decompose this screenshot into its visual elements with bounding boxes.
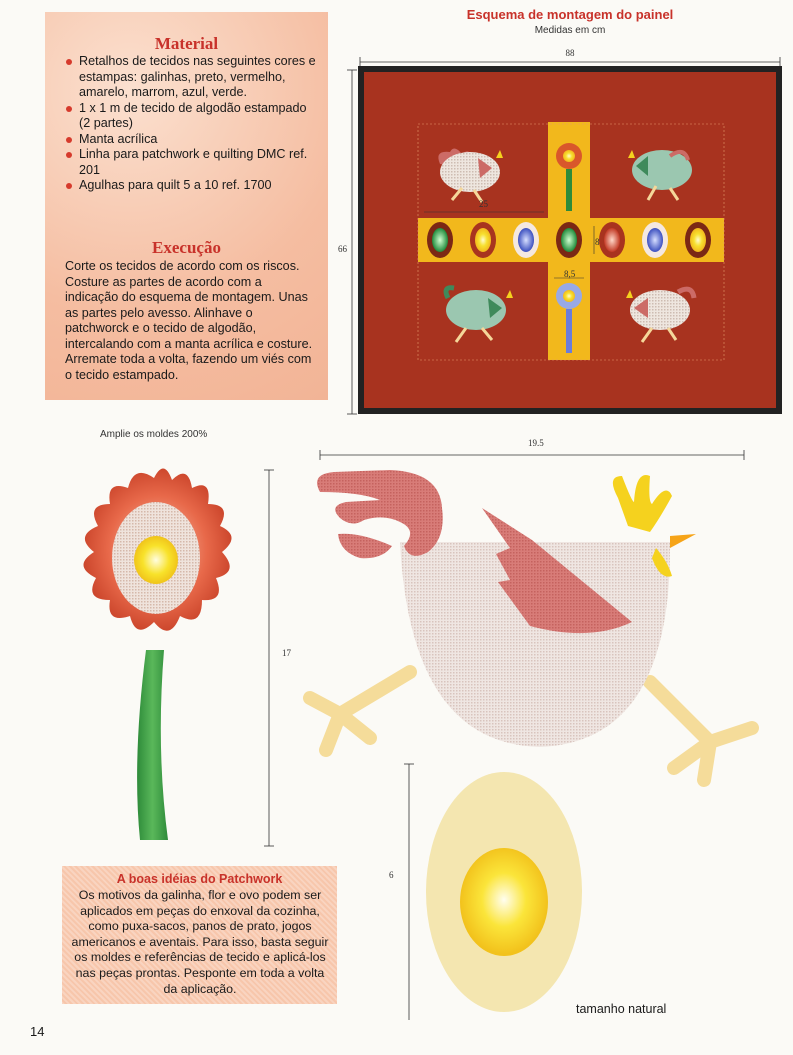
- dim-height-label: 66: [338, 244, 347, 254]
- execucao-text: Corte os tecidos de acordo com os riscos. Costure as partes de acordo com a indicação do esquema de montagem. Unas as partes pelo avesso. Alinhave o patchworck e o tecido de algodão, intercalando com a manta acrílica e costure. Arremate toda a volta, fazendo um viés com o tecido estampado.: [65, 259, 313, 382]
- dim-egg-label: 6: [389, 870, 394, 880]
- flower-mold: [60, 460, 280, 860]
- dim-block-label: 25: [479, 199, 488, 209]
- egg-dimension-line: [402, 762, 416, 1022]
- diagram-title: Esquema de montagem do painel: [466, 7, 674, 22]
- tips-text: Os motivos da galinha, flor e ovo podem ser aplicados em peças do enxoval da cozinha, como puxa-sacos, panos de prato, jogos americanos e aventais. Para isso, basta seguir os moldes e referências de tecido e aplicá-los nas peças prontas. Pesponte em toda a volta da aplicação.: [71, 888, 329, 996]
- material-item: Manta acrílica: [65, 132, 320, 148]
- page-number: 14: [30, 1024, 45, 1039]
- hen-dimension-line: [318, 446, 748, 462]
- natural-size-label: tamanho natural: [576, 1002, 667, 1016]
- flower-dimension-line: [262, 468, 276, 848]
- material-box: [45, 12, 328, 400]
- panel-diagram: [358, 66, 782, 414]
- dim-hen-label: 19.5: [528, 438, 544, 448]
- dim-strip-label: 8: [595, 237, 600, 247]
- material-item: Linha para patchwork e quilting DMC ref. 201: [65, 147, 320, 178]
- execucao-heading: Execução: [152, 238, 221, 257]
- enlarge-note: Amplie os moldes 200%: [100, 429, 208, 440]
- material-list: [65, 54, 320, 194]
- material-item: 1 x 1 m de tecido de algodão estampado (2 partes): [65, 101, 320, 132]
- dim-center-label: 8,5: [564, 269, 576, 279]
- material-heading: Material: [154, 34, 219, 53]
- material-item: Agulhas para quilt 5 a 10 ref. 1700: [65, 178, 320, 194]
- diagram-subtitle: Medidas em cm: [534, 25, 606, 36]
- material-item: Retalhos de tecidos nas seguintes cores e estampas: galinhas, preto, vermelho, amarelo, marrom, azul, verde.: [65, 54, 320, 101]
- dim-flower-label: 17: [282, 648, 291, 658]
- tips-title: A boas idéias do Patchwork: [116, 872, 283, 886]
- dim-width-label: 88: [565, 48, 575, 58]
- egg-mold: [420, 762, 590, 1022]
- tips-box: [62, 866, 337, 1004]
